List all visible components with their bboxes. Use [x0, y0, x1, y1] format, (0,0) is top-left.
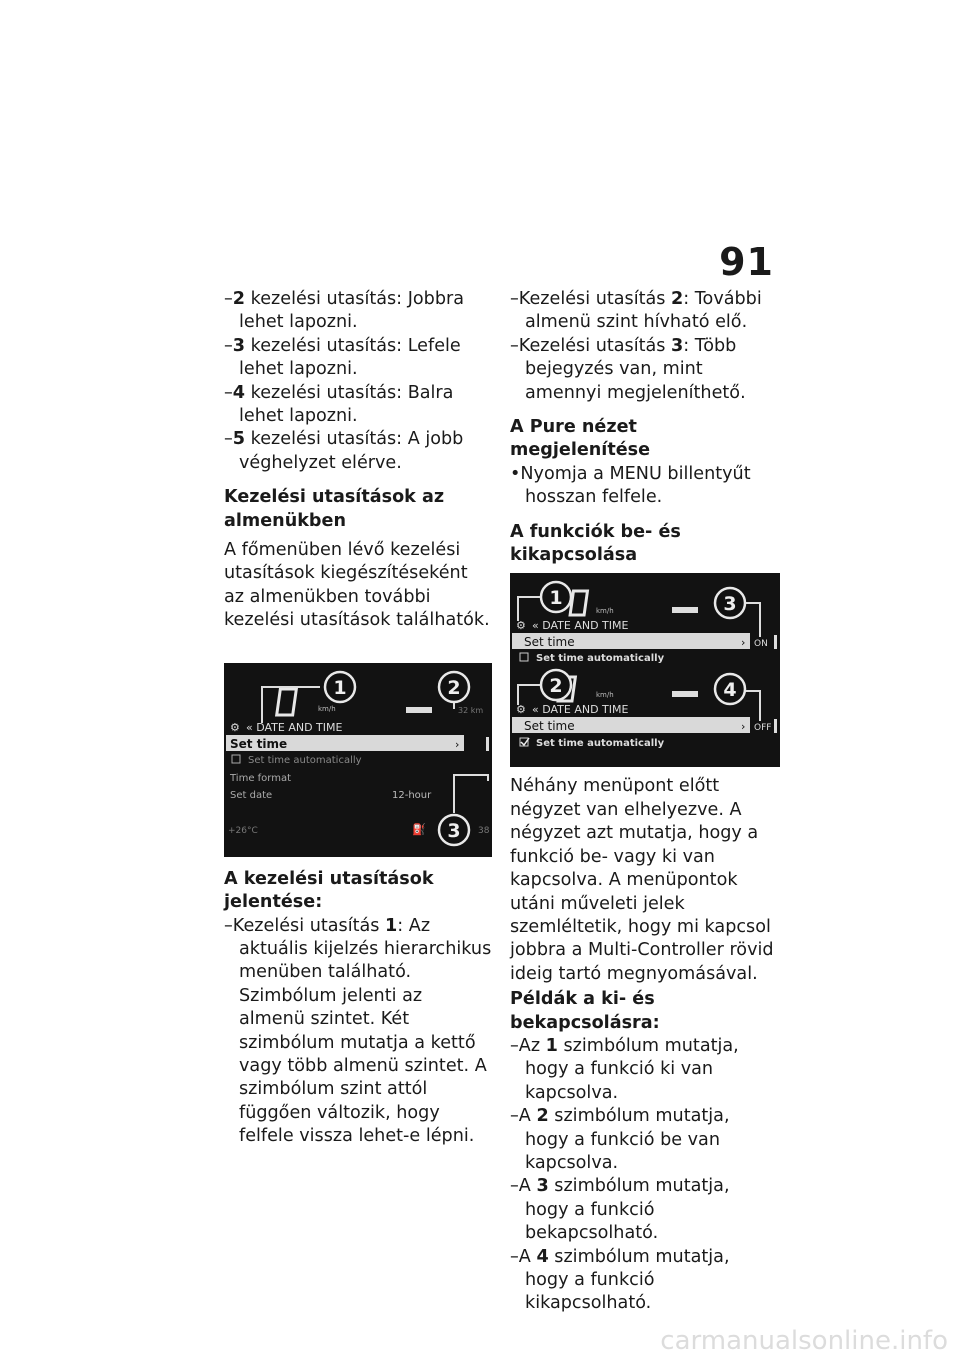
battery-bars-icon — [406, 707, 432, 713]
set-date-value: 12-hour — [392, 789, 432, 801]
row-time-format: Time format — [230, 772, 292, 784]
left-column — [224, 288, 492, 1149]
chevron-right-icon: › — [741, 636, 746, 650]
paragraph: A főmenüben lévő kezelési utasítások kiegészítéseként az almenükben további kezelési utasítások találhatók. — [224, 540, 490, 631]
row-set-time: Set time — [524, 719, 575, 734]
section-heading: Példák a ki- és bekapcsolásra: — [510, 989, 660, 1033]
battery-bars-icon — [672, 607, 698, 613]
list-item: –Kezelési utasítás 3: Több bejegyzés van, mint amennyi megjeleníthető. — [510, 335, 746, 403]
menu-title: « DATE AND TIME — [532, 703, 629, 717]
right-column — [510, 288, 778, 1316]
list-item: –Az 1 szimbólum mutatja, hogy a funkció ki van kapcsolva. — [510, 1035, 739, 1103]
section-heading: A kezelési utasítások jelentése: — [224, 868, 434, 913]
section-heading: A Pure nézet megjelenítése — [510, 417, 651, 461]
list-item: –2 kezelési utasítás: Jobbra lehet lapozni. — [224, 289, 464, 333]
list-item: –5 kezelési utasítás: A jobb véghelyzet elérve. — [224, 429, 464, 473]
scrollbar — [486, 737, 489, 751]
speed-unit: km/h — [596, 607, 614, 616]
callout-3: 3 — [723, 593, 737, 616]
speed-unit: km/h — [318, 704, 336, 713]
scrollbar — [774, 635, 777, 649]
temperature: +26°C — [228, 825, 258, 836]
menu-title: « DATE AND TIME — [532, 619, 629, 633]
list-item: –Kezelési utasítás 2: További almenü szint hívható elő. — [510, 289, 762, 333]
list-item: –A 3 szimbólum mutatja, hogy a funkció bekapcsolható. — [510, 1176, 730, 1244]
chevron-right-icon: › — [455, 737, 460, 751]
list-item: –4 kezelési utasítás: Balra lehet lapozni. — [224, 382, 454, 427]
gear-icon: ⚙ — [516, 703, 526, 717]
list-item: –3 kezelési utasítás: Lefele lehet lapozni. — [224, 335, 461, 380]
chevron-right-icon: › — [741, 720, 746, 734]
row-set-time: Set time — [230, 736, 288, 751]
speed-unit: km/h — [596, 691, 614, 700]
row-set-time: Set time — [524, 635, 575, 650]
row-set-date: Set date — [230, 789, 273, 801]
gear-icon: ⚙ — [516, 619, 526, 633]
bottom-right-value: 38 — [478, 825, 490, 836]
row-set-time-auto: Set time automatically — [248, 754, 362, 766]
battery-bars-icon — [672, 691, 698, 697]
callout-2: 2 — [447, 676, 461, 699]
row-set-time-auto: Set time automatically — [536, 653, 665, 665]
callout-1: 1 — [549, 587, 563, 610]
on-label: ON — [754, 639, 768, 650]
display-screenshot-on-off — [510, 573, 780, 767]
page-number: 91 — [719, 240, 774, 284]
section-heading: A funkciók be- és kikapcsolása — [510, 521, 681, 566]
watermark: carmanualsonline.info — [660, 1326, 948, 1356]
row-set-time-auto: Set time automatically — [536, 738, 665, 750]
off-label: OFF — [754, 723, 772, 734]
list-item: –A 4 szimbólum mutatja, hogy a funkció kikapcsolható. — [510, 1246, 730, 1314]
list-item: –Kezelési utasítás 1: Az aktuális kijelzés hierarchikus menüben található. Szimbólum jelenti az almenü szintet. Két szimbólum mutatja a kettő vagy több almenü szintet. A szimbólum szint attól függően változik, hogy felfele vissza lehet-e lépni. — [224, 915, 492, 1147]
callout-2: 2 — [549, 675, 563, 698]
odometer: 32 km — [458, 705, 484, 715]
callout-1: 1 — [333, 676, 347, 699]
fuel-icon: ⛽ — [412, 822, 426, 836]
bullet-item: •Nyomja a MENU billentyűt hosszan felfele. — [510, 463, 751, 508]
gear-icon: ⚙ — [230, 720, 240, 734]
scrollbar — [774, 719, 777, 733]
callout-3: 3 — [447, 819, 461, 842]
callout-4: 4 — [723, 679, 737, 702]
display-screenshot-date-time — [224, 663, 492, 857]
list-item: –A 2 szimbólum mutatja, hogy a funkció be van kapcsolva. — [510, 1106, 730, 1173]
paragraph: Néhány menüpont előtt négyzet van elhelyezve. A négyzet azt mutatja, hogy a funkció be- vagy ki van kapcsolva. A menüpontok utáni műveleti jelek szemléltetik, hogy mi kapcsol jobbra a Multi-Controller rövid ideig tartó megnyomásával. — [510, 776, 774, 984]
section-heading: Kezelési utasítások az almenükben — [224, 487, 445, 531]
menu-title: « DATE AND TIME — [246, 720, 343, 734]
